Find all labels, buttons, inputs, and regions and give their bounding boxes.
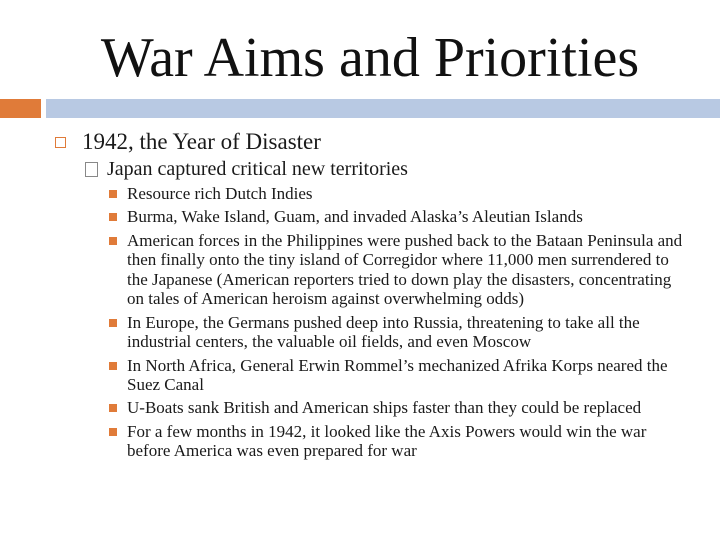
bullet-list bbox=[107, 184, 687, 465]
square-bullet-icon bbox=[109, 237, 117, 245]
list-item bbox=[107, 207, 687, 227]
checkbox-bullet-icon bbox=[85, 162, 98, 177]
list-item bbox=[107, 313, 687, 352]
list-item-text: U-Boats sank British and American ships faster than they could be replaced bbox=[127, 398, 642, 418]
square-bullet-icon bbox=[109, 190, 117, 198]
list-item bbox=[107, 398, 687, 418]
title-accent-bar bbox=[0, 99, 41, 118]
slide-title: War Aims and Priorities bbox=[100, 27, 640, 89]
title-divider-bar bbox=[46, 99, 720, 118]
square-bullet-icon bbox=[109, 213, 117, 221]
list-item-text: For a few months in 1942, it looked like the Axis Powers would win the war before America was even prepared for war bbox=[127, 421, 647, 461]
hollow-square-bullet-icon bbox=[55, 137, 66, 148]
level2-text: Japan captured critical new territories bbox=[107, 158, 408, 180]
list-item-text: In Europe, the Germans pushed deep into Russia, threatening to take all the industrial centers, the valuable oil fields, and even Moscow bbox=[127, 312, 640, 352]
list-item bbox=[107, 422, 687, 461]
list-item bbox=[107, 231, 687, 309]
list-item-text: American forces in the Philippines were pushed back to the Bataan Peninsula and then finally onto the tiny island of Corregidor where 11,000 men surrendered to the Japanese (American reporters tried to down play the disasters, concentrating on tales of American heroism against overwhelming odds) bbox=[127, 230, 683, 309]
square-bullet-icon bbox=[109, 428, 117, 436]
square-bullet-icon bbox=[109, 319, 117, 327]
level1-text: 1942, the Year of Disaster bbox=[82, 129, 321, 154]
square-bullet-icon bbox=[109, 362, 117, 370]
list-item bbox=[107, 356, 687, 395]
list-item bbox=[107, 184, 687, 204]
list-item-text: Burma, Wake Island, Guam, and invaded Alaska’s Aleutian Islands bbox=[127, 207, 583, 227]
list-item-text: In North Africa, General Erwin Rommel’s mechanized Afrika Korps neared the Suez Canal bbox=[127, 355, 668, 395]
square-bullet-icon bbox=[109, 404, 117, 412]
list-item-text: Resource rich Dutch Indies bbox=[127, 184, 313, 203]
